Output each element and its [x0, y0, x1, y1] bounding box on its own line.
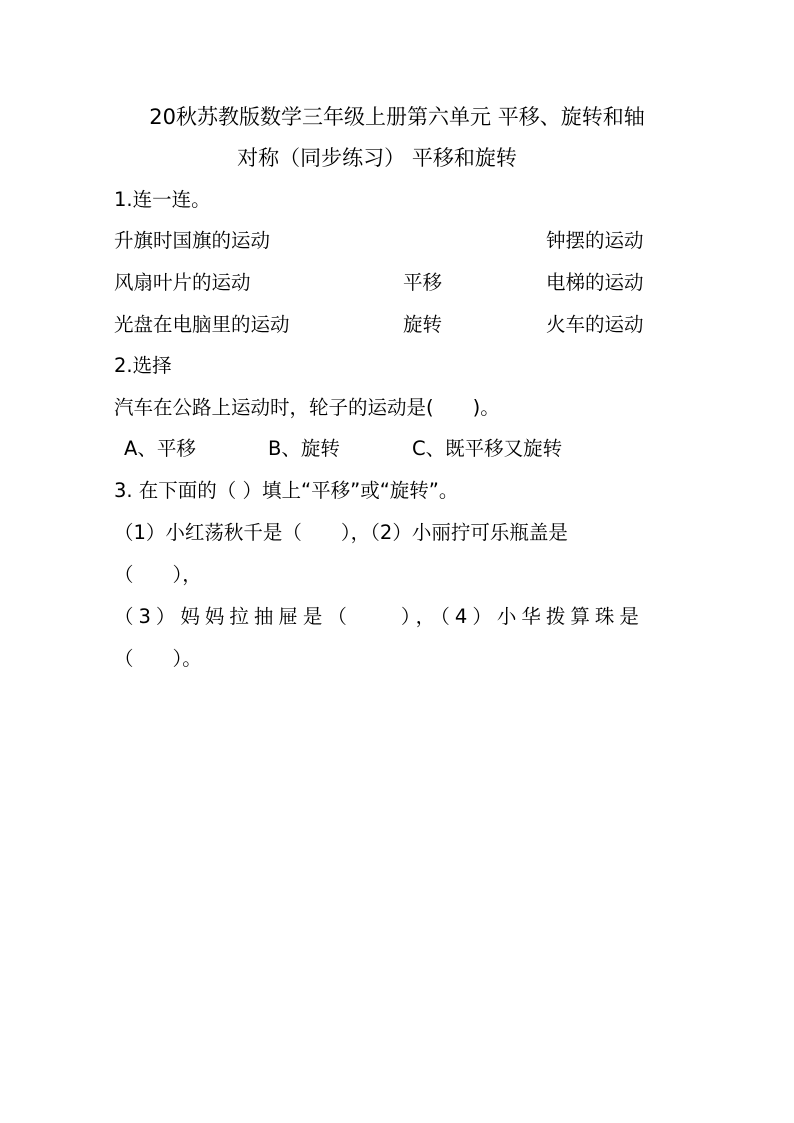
match-left-item-1: 升旗时国旗的运动: [114, 229, 271, 252]
match-middle-item-1: 平移: [403, 271, 443, 294]
match-right-item-2: 电梯的运动: [546, 271, 644, 294]
option-b: B、旋转: [268, 437, 340, 460]
question-3-line-2: （ ），: [114, 563, 202, 586]
match-middle-item-2: 旋转: [403, 313, 443, 336]
match-right-item-1: 钟摆的运动: [546, 229, 644, 252]
question-2-heading: 2.选择: [114, 354, 172, 377]
match-right-item-3: 火车的运动: [546, 313, 644, 336]
page-title-line-2: 对称（同步练习） 平移和旋转: [237, 146, 517, 170]
question-1-heading: 1.连一连。: [114, 188, 211, 211]
question-3-heading: 3. 在下面的（ ）填上“平移”或“旋转”。: [114, 479, 459, 502]
option-c: C、既平移又旋转: [412, 437, 563, 460]
option-a: A、平移: [124, 437, 196, 460]
question-3-line-3: （3）妈妈拉抽屉是（ ），（4）小华拨算珠是: [114, 605, 644, 628]
match-left-item-3: 光盘在电脑里的运动: [114, 313, 290, 336]
match-left-item-2: 风扇叶片的运动: [114, 271, 251, 294]
question-3-line-4: （ ）。: [114, 647, 202, 670]
page-title-line-1: 20秋苏教版数学三年级上册第六单元 平移、旋转和轴: [149, 105, 645, 129]
question-3-line-1: （1）小红荡秋千是（ ），（2）小丽拧可乐瓶盖是: [114, 521, 568, 544]
question-2-text: 汽车在公路上运动时，轮子的运动是( )。: [114, 396, 500, 419]
